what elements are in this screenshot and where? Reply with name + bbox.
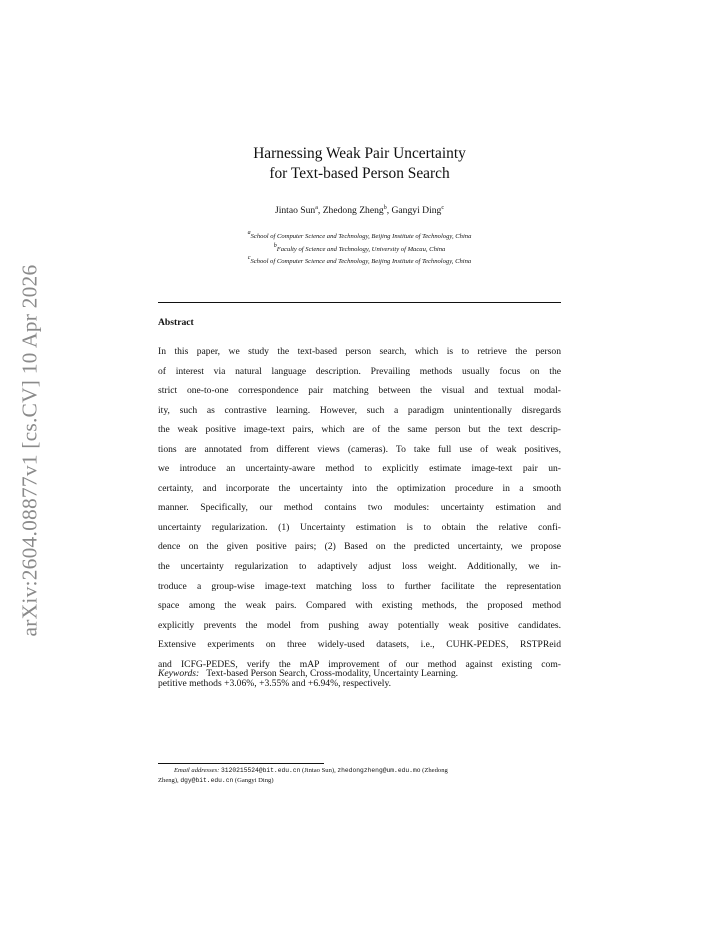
title-line-1: Harnessing Weak Pair Uncertainty xyxy=(253,145,466,162)
author-separator: , xyxy=(386,205,392,216)
abstract-line: troduce a group-wise image-text matching loss to further facilitate the representation xyxy=(158,580,561,592)
email-owner: (Gangyi Ding) xyxy=(233,777,274,785)
abstract-line: explicitly prevents the model from pushing away potentially weak positive candidates. xyxy=(158,619,561,631)
affiliation xyxy=(158,254,561,267)
abstract-line: certainty, and incorporate the uncertainty into the optimization procedure in a smooth xyxy=(158,482,561,494)
email-owner: (Zhedong xyxy=(420,767,448,774)
email-address[interactable]: zhedongzheng@um.edu.mo xyxy=(337,767,421,774)
arxiv-identifier-stamp xyxy=(8,260,52,640)
affiliation-mark: b xyxy=(273,242,277,249)
author-name: Gangyi Ding xyxy=(391,205,442,216)
affiliation xyxy=(158,242,561,255)
title-line-2: for Text-based Person Search xyxy=(269,165,450,182)
keywords-label: Keywords: xyxy=(158,668,200,679)
author-separator: , xyxy=(317,205,323,216)
abstract-line: of interest via natural language description. Prevailing methods usually focus on the xyxy=(158,365,561,377)
arxiv-identifier-text: arXiv:2604.08877v1 [cs.CV] 10 Apr 2026 xyxy=(17,264,42,636)
abstract-line: and ICFG-PEDES, verify the mAP improvement of our method against existing com- xyxy=(158,658,561,670)
abstract-line: In this paper, we study the text-based person search, which is to retrieve the person xyxy=(158,346,561,357)
affiliation-mark: c xyxy=(247,255,251,262)
author-affiliation-mark: a xyxy=(315,205,318,211)
affiliation xyxy=(158,229,561,242)
abstract-line: we introduce an uncertainty-aware method to explicitly estimate image-text pair un- xyxy=(158,463,561,475)
footnote-rule xyxy=(158,763,324,764)
author-affiliation-mark: b xyxy=(383,205,387,211)
abstract-top-rule xyxy=(158,302,561,303)
abstract-line: Extensive experiments on three widely-used datasets, i.e., CUHK-PEDES, RSTPReid xyxy=(158,639,561,651)
abstract-line: tions are annotated from different views (cameras). To take full use of weak positives, xyxy=(158,443,561,455)
footnote-line-2 xyxy=(158,776,561,786)
abstract-line: strict one-to-one correspondence pair matching between the visual and textual modal- xyxy=(158,385,561,397)
abstract-line: manner. Specifically, our method contains two modules: uncertainty estimation and xyxy=(158,502,561,514)
abstract-line: dence on the given positive pairs; (2) Based on the predicted uncertainty, we propose xyxy=(158,541,561,553)
email-footnote xyxy=(158,766,561,787)
abstract-line: the weak positive image-text pairs, which are of the same person but the text descrip- xyxy=(158,424,561,436)
abstract-heading: Abstract xyxy=(158,317,194,328)
affiliation-text: School of Computer Science and Technology, Beijing Institute of Technology, China xyxy=(250,233,472,240)
affiliation-mark: a xyxy=(247,230,251,236)
abstract-line: uncertainty regularization. (1) Uncertainty estimation is to obtain the relative confi- xyxy=(158,521,561,533)
email-address[interactable]: dgy@bit.edu.cn xyxy=(180,777,234,785)
abstract-body xyxy=(158,342,561,694)
keywords xyxy=(158,668,458,679)
abstract-line: the uncertainty regularization to adaptively adjust loss weight. Additionally, we in- xyxy=(158,561,561,573)
author-list xyxy=(158,205,561,216)
author-name: Zhedong Zheng xyxy=(322,205,384,216)
footnote-line-1 xyxy=(158,766,561,776)
paper-title xyxy=(158,144,561,184)
abstract-line: space among the weak pairs. Compared with existing methods, the proposed method xyxy=(158,600,561,612)
email-address[interactable]: 3120215524@bit.edu.cn xyxy=(221,767,301,774)
email-owner: Zheng), xyxy=(158,777,181,785)
author-affiliation-mark: c xyxy=(441,205,445,211)
abstract-line: ity, such as contrastive learning. However, such a paradigm unintentionally disregards xyxy=(158,404,561,416)
affiliation-list xyxy=(158,229,561,267)
email-owner: (Jintao Sun), xyxy=(300,767,338,774)
footnote-label: Email addresses: xyxy=(174,767,220,774)
abstract-line: petitive methods +3.06%, +3.55% and +6.94%, respectively. xyxy=(158,678,392,690)
affiliation-text: School of Computer Science and Technology, Beijing Institute of Technology, China xyxy=(250,258,472,266)
affiliation-text: Faculty of Science and Technology, University of Macau, China xyxy=(276,245,446,253)
author-name: Jintao Sun xyxy=(274,205,316,216)
keywords-text: Text-based Person Search, Cross-modality, Uncertainty Learning. xyxy=(206,668,459,679)
